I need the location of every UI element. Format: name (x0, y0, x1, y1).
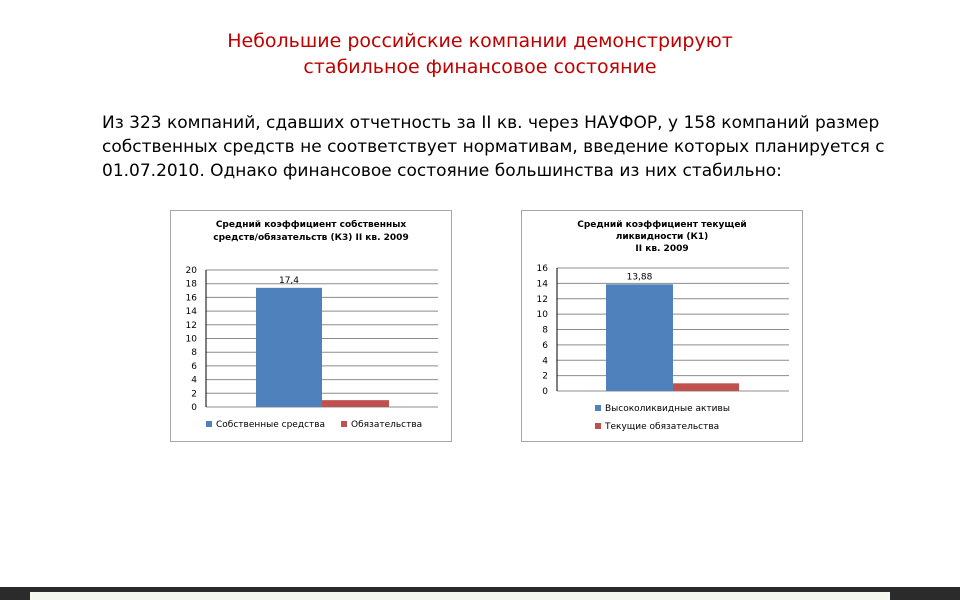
chart-1-legend-label-1: Собственные средства (216, 420, 326, 430)
chart-2-legend-label-1: Высоколиквидные активы (605, 404, 730, 414)
chart-2-ytick-label: 2 (542, 371, 548, 382)
chart-2-title-line-1: Средний коэффициент текущей (577, 220, 747, 230)
chart-2-ytick-label: 12 (536, 294, 548, 305)
chart-1-title-line-1: Средний коэффициент собственных (215, 220, 407, 230)
chart-2-legend-swatch-1 (595, 405, 601, 411)
chart-2-bar-2 (673, 383, 739, 391)
chart-1-ytick-label: 16 (185, 293, 197, 304)
chart-2-ytick-label: 0 (542, 387, 548, 397)
chart-equity-to-liabilities (170, 210, 452, 442)
chart-1-bar-2 (322, 400, 389, 407)
chart-1-ytick-label: 8 (191, 348, 197, 359)
chart-1-ytick-label: 12 (185, 320, 197, 331)
chart-1-legend-swatch-1 (206, 421, 212, 427)
chart-2-canvas (522, 211, 802, 441)
chart-1-ytick-label: 18 (185, 279, 197, 290)
chart-1-ytick-label: 10 (185, 334, 197, 345)
chart-2-ytick-label: 10 (536, 310, 548, 321)
chart-1-ytick-label: 2 (191, 389, 197, 400)
chart-2-ytick-label: 4 (542, 356, 548, 367)
slide-title (0, 28, 960, 80)
chart-current-liquidity (521, 210, 803, 442)
chart-2-bar-1 (606, 284, 673, 391)
chart-2-legend-swatch-2 (595, 423, 601, 429)
chart-2-ytick-label: 6 (542, 340, 548, 351)
body-paragraph: Из 323 компаний, сдавших отчетность за II кв. через НАУФОР, у 158 компаний размер собственных средств не соответствует нормативам, введение которых планируется с 01.07.2010. Однако финансовое состояние большинства из них стабильно: (102, 113, 885, 181)
chart-2-ytick-label: 16 (536, 264, 548, 274)
chart-1-ytick-label: 0 (191, 403, 197, 413)
slide-title-line-1: Небольшие российские компании демонстрируют (227, 30, 733, 52)
chart-2-data-label: 13,88 (626, 272, 653, 283)
chart-1-ytick-label: 6 (191, 361, 197, 372)
chart-2-legend-label-2: Текущие обязательства (605, 422, 720, 432)
chart-2-title-line-2: ликвидности (К1) (615, 232, 709, 242)
chart-1-ytick-label: 4 (191, 375, 197, 386)
chart-2-title-line-3: II кв. 2009 (635, 244, 689, 254)
chart-2-ytick-label: 14 (536, 279, 548, 290)
chart-1-title-line-2: средств/обязательств (К3) II кв. 2009 (213, 233, 409, 243)
bottom-bar (0, 587, 960, 600)
chart-1-legend-swatch-2 (341, 421, 347, 427)
chart-1-data-label: 17,4 (278, 275, 300, 286)
chart-1-legend-label-2: Обязательства (351, 420, 423, 430)
slide-title-line-2: стабильное финансовое состояние (303, 56, 657, 78)
chart-1-ytick-label: 20 (185, 266, 197, 276)
bottom-strip (30, 592, 890, 600)
chart-2-ytick-label: 8 (542, 325, 548, 336)
chart-1-canvas (171, 211, 451, 441)
chart-1-bar-1 (256, 288, 322, 407)
chart-1-ytick-label: 14 (185, 307, 197, 318)
